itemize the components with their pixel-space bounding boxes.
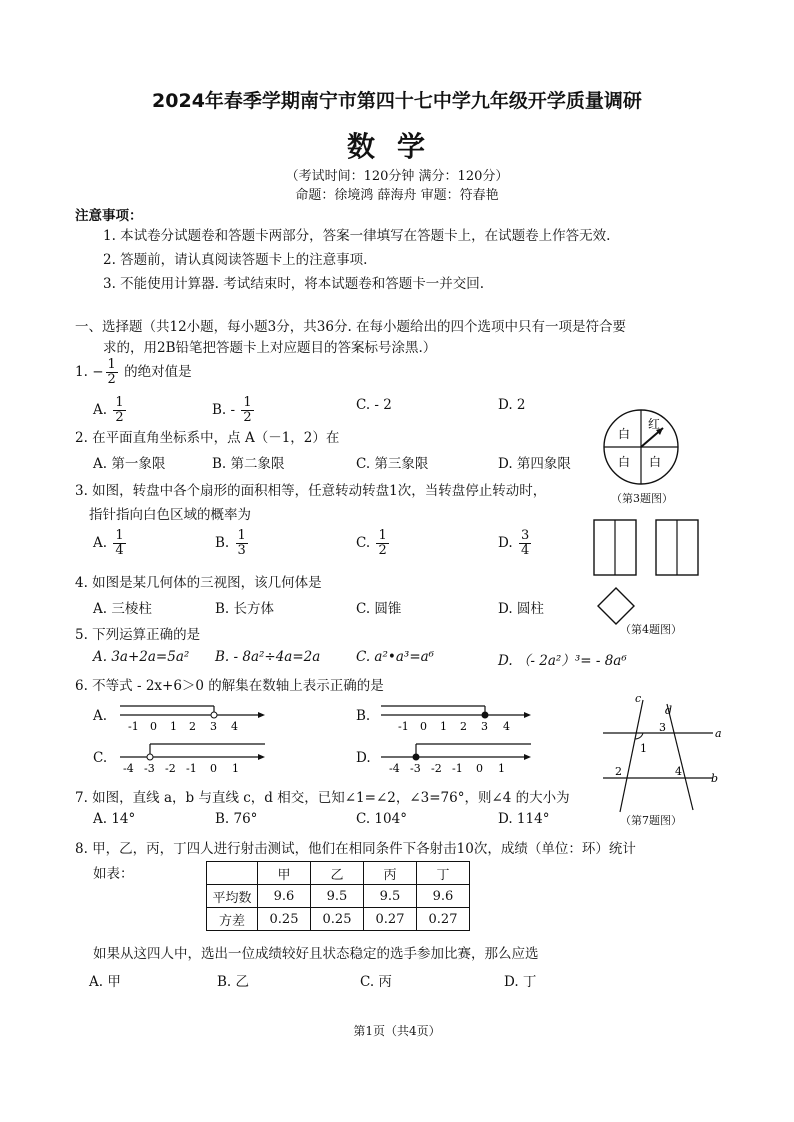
question-6: 6. 不等式 - 2x+6＞0 的解集在数轴上表示正确的是 <box>75 678 384 694</box>
arrow-icon <box>258 754 265 760</box>
three-views-figure <box>590 517 710 625</box>
q8-option-c: C. 丙 <box>360 974 392 990</box>
subject-title: 数学 <box>346 130 447 163</box>
tick-label: -1 <box>186 762 197 775</box>
tick-label: 1 <box>170 720 177 733</box>
tick-label: -3 <box>144 762 155 775</box>
angle-3: 3 <box>659 721 666 734</box>
angle-1: 1 <box>640 742 647 755</box>
opt-label: B. <box>215 535 230 551</box>
tick-label: -1 <box>452 762 463 775</box>
score-table <box>206 861 470 931</box>
minus-sign: − <box>92 364 104 380</box>
label-a: a <box>715 727 722 740</box>
number-line-a <box>115 698 270 734</box>
tick-label: 4 <box>503 720 510 733</box>
number-line-b <box>376 698 536 734</box>
exam-authors: 命题：徐境鸿 薛海舟 审题：符春艳 <box>295 188 499 203</box>
q7-option-a: A. 14° <box>93 811 136 827</box>
opt-label: A. <box>93 535 108 551</box>
frac-den: 3 <box>237 543 246 558</box>
question-8-cont: 如表： <box>93 866 134 882</box>
tick-label: 1 <box>498 762 505 775</box>
note-item: 2. 答题前，请认真阅读答题卡上的注意事项. <box>103 252 368 268</box>
table-cell: 丁 <box>417 862 470 885</box>
figure-caption: （第4题图） <box>620 623 682 636</box>
tick-label: 0 <box>150 720 157 733</box>
table-cell <box>207 862 258 885</box>
angle-4: 4 <box>675 765 682 778</box>
tick-label: 2 <box>460 720 467 733</box>
tick-label: 1 <box>232 762 239 775</box>
tick-label: 4 <box>231 720 238 733</box>
table-row <box>207 908 470 931</box>
table-cell: 丙 <box>364 862 417 885</box>
closed-dot <box>482 712 488 718</box>
note-item: 3. 不能使用计算器. 考试结束时，将本试题卷和答题卡一并交回. <box>103 276 485 292</box>
q2-option-a: A. 第一象限 <box>93 456 166 472</box>
frac-num: 1 <box>115 395 124 410</box>
opt-label: D. <box>498 535 513 551</box>
table-cell: 9.5 <box>311 885 364 908</box>
line-c <box>620 700 643 812</box>
frac-num: 1 <box>115 528 124 543</box>
q6-option-d: D. <box>356 750 371 766</box>
question-3: 3. 如图，转盘中各个扇形的面积相等，任意转动转盘1次，当转盘停止转动时， <box>75 483 547 499</box>
opt-label: B. <box>212 402 227 418</box>
label-d: d <box>665 704 673 717</box>
q7-option-c: C. 104° <box>356 811 407 827</box>
sector-white: 白 <box>618 427 631 441</box>
q4-option-a: A. 三棱柱 <box>93 601 152 617</box>
opt-label: C. <box>356 535 371 551</box>
q3-option-d <box>498 529 533 558</box>
note-item: 1. 本试卷分试题卷和答题卡两部分，答案一律填写在答题卡上，在试题卷上作答无效. <box>103 228 611 244</box>
table-cell: 0.25 <box>311 908 364 931</box>
open-dot <box>211 712 217 718</box>
q8-option-a: A. 甲 <box>89 974 121 990</box>
frac-num: 3 <box>520 528 530 543</box>
label-b: b <box>711 772 719 785</box>
q8-question: 如果从这四人中，选出一位成绩较好且状态稳定的选手参加比赛，那么应选 <box>93 946 539 962</box>
question-7: 7. 如图，直线 a，b 与直线 c，d 相交，已知∠1=∠2，∠3=76°，则∠4 的大小为 <box>75 790 570 806</box>
q1-option-d: D. 2 <box>498 397 526 413</box>
angle-2: 2 <box>615 765 622 778</box>
tick-label: -4 <box>123 762 134 775</box>
q2-option-b: B. 第二象限 <box>212 456 285 472</box>
q8-option-b: B. 乙 <box>217 974 250 990</box>
tick-label: 3 <box>210 720 217 733</box>
q2-option-d: D. 第四象限 <box>498 456 571 472</box>
q1-option-a <box>93 396 128 425</box>
figure-caption: （第3题图） <box>611 492 673 505</box>
fraction <box>519 529 531 558</box>
table-header-row <box>207 862 470 885</box>
question-5: 5. 下列运算正确的是 <box>75 627 201 643</box>
tick-label: 0 <box>420 720 427 733</box>
tick-label: -2 <box>431 762 442 775</box>
fraction <box>236 529 248 558</box>
table-cell: 方差 <box>207 908 258 931</box>
q4-option-c: C. 圆锥 <box>356 601 402 617</box>
q5-option-d: D. （- 2a²）³= - 8a⁶ <box>498 653 627 669</box>
figure-caption: （第7题图） <box>620 814 682 827</box>
q1-option-b <box>212 396 256 425</box>
section-intro: 求的，用2B铅笔把答题卡上对应题目的答案标号涂黑.） <box>103 340 437 356</box>
q6-option-a: A. <box>93 708 108 724</box>
frac-num: 1 <box>237 528 246 543</box>
line-d <box>667 704 693 810</box>
page-number: 第1页（共4页） <box>353 1024 441 1038</box>
q5-option-b: B. - 8a²÷4a=2a <box>215 649 321 665</box>
frac-num: 1 <box>107 357 116 372</box>
sector-red: 红 <box>648 417 661 431</box>
q7-option-b: B. 76° <box>215 811 258 827</box>
q6-option-c: C. <box>93 750 108 766</box>
q7-option-d: D. 114° <box>498 811 550 827</box>
q5-option-a: A. 3a+2a=5a² <box>93 649 190 665</box>
exam-info: （考试时间：120分钟 满分：120分） <box>285 169 509 184</box>
frac-den: 4 <box>520 543 530 558</box>
closed-dot <box>413 754 419 760</box>
number-line-d <box>376 740 536 776</box>
tick-label: 0 <box>210 762 217 775</box>
frac-den: 2 <box>115 410 124 425</box>
fraction <box>376 529 388 558</box>
table-cell: 0.27 <box>364 908 417 931</box>
q3-option-b <box>215 529 250 558</box>
fraction <box>113 396 125 425</box>
q4-option-b: B. 长方体 <box>215 601 275 617</box>
tick-label: 3 <box>481 720 488 733</box>
q3-option-a <box>93 529 128 558</box>
label-c: c <box>635 692 642 705</box>
table-cell: 9.5 <box>364 885 417 908</box>
minus-sign: - <box>230 402 236 418</box>
table-cell: 9.6 <box>258 885 311 908</box>
q5-option-c: C. a²•a³=a⁶ <box>356 649 435 665</box>
q1-option-c: C. - 2 <box>356 397 392 413</box>
question-3-cont: 指针指向白色区域的概率为 <box>89 507 251 523</box>
tick-label: -3 <box>410 762 421 775</box>
question-2: 2. 在平面直角坐标系中，点 A（－1，2）在 <box>75 430 340 446</box>
q8-option-d: D. 丁 <box>504 974 537 990</box>
fraction <box>106 358 118 387</box>
frac-den: 2 <box>243 410 252 425</box>
sector-white: 白 <box>618 455 631 469</box>
frac-num: 1 <box>243 395 252 410</box>
frac-den: 2 <box>378 543 387 558</box>
table-cell: 0.25 <box>258 908 311 931</box>
lines-figure <box>595 690 725 815</box>
arrow-icon <box>524 712 531 718</box>
q2-option-c: C. 第三象限 <box>356 456 429 472</box>
fraction <box>241 396 253 425</box>
table-cell: 9.6 <box>417 885 470 908</box>
open-dot <box>147 754 153 760</box>
opt-label: A. <box>93 402 108 418</box>
question-4: 4. 如图是某几何体的三视图，该几何体是 <box>75 575 322 591</box>
sector-white: 白 <box>649 455 662 469</box>
table-row <box>207 885 470 908</box>
tick-label: -1 <box>398 720 409 733</box>
tick-label: -1 <box>128 720 139 733</box>
notes-heading: 注意事项： <box>75 208 143 224</box>
number-line-c <box>115 740 270 776</box>
question-1 <box>75 358 192 387</box>
question-8: 8. 甲，乙，丙，丁四人进行射击测试，他们在相同条件下各射击10次，成绩（单位：环）统计 <box>75 841 636 857</box>
q4-option-d: D. 圆柱 <box>498 601 544 617</box>
q-num: 1. <box>75 364 88 380</box>
frac-den: 2 <box>107 372 116 387</box>
q3-option-c <box>356 529 391 558</box>
section-intro: 一、选择题（共12小题，每小题3分，共36分. 在每小题给出的四个选项中只有一项是符合要 <box>75 319 627 335</box>
tick-label: -2 <box>165 762 176 775</box>
frac-den: 4 <box>115 543 124 558</box>
exam-title: 2024年春季学期南宁市第四十七中学九年级开学质量调研 <box>152 90 642 112</box>
frac-num: 1 <box>378 528 387 543</box>
q6-option-b: B. <box>356 708 371 724</box>
q-stem: 的绝对值是 <box>124 364 192 380</box>
table-cell: 0.27 <box>417 908 470 931</box>
spinner-figure <box>598 408 688 490</box>
arrow-icon <box>258 712 265 718</box>
tick-label: 2 <box>189 720 196 733</box>
table-cell: 乙 <box>311 862 364 885</box>
tick-label: 1 <box>440 720 447 733</box>
fraction <box>113 529 125 558</box>
tick-label: -4 <box>389 762 400 775</box>
arrow-icon <box>524 754 531 760</box>
table-cell: 平均数 <box>207 885 258 908</box>
tick-label: 0 <box>476 762 483 775</box>
table-cell: 甲 <box>258 862 311 885</box>
top-view <box>598 588 634 624</box>
